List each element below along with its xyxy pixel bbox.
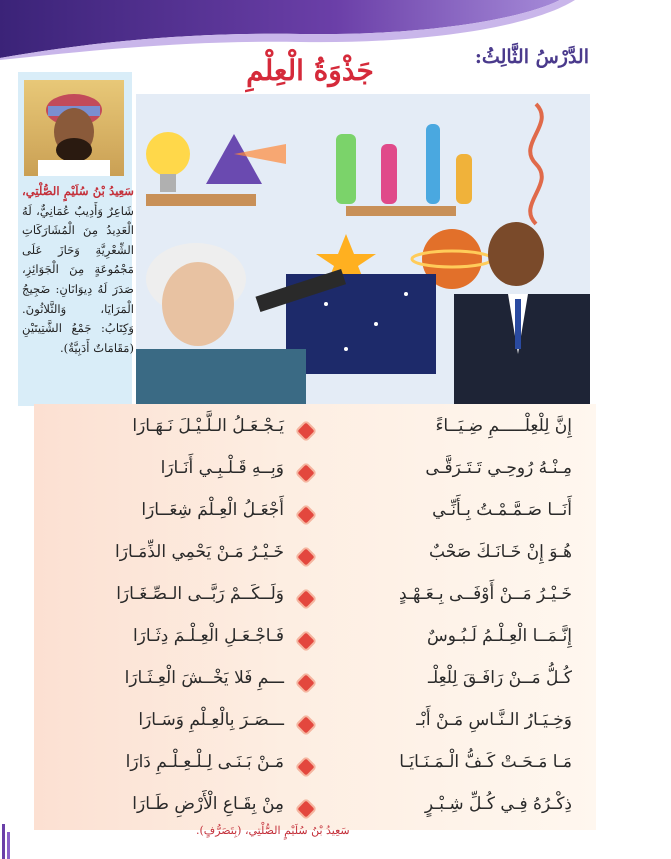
diamond-bullet-icon	[298, 633, 315, 650]
author-bio-text: شَاعِرٌ وَأَدِيبٌ عُمَانِيٌّ، لَهُ الْعَدِيدُ مِنَ الْمُشَارَكَاتِ الشِّعْرِيَّةِ وَحَازَ عَلَى مَجْمُوعَةٍ مِنَ الْجَوَائِزِ، صَدَرَ لَهُ دِيوَانَانِ: ضَجِيجُ الْمَرَايَا، وَالثَّلاثُونَ. وَكِتَابُ: جَمْعُ الشَّتِيتَيْنِ (مَقَامَاتٌ أَدَبِيَّةٌ).	[22, 203, 134, 355]
diamond-bullet-icon	[298, 675, 315, 692]
poem-line	[34, 412, 596, 452]
poem-line	[34, 622, 596, 662]
poem-first-hemistich: إِنَّ لِلْعِلْـــــمِ ضِـيَــاءً	[435, 416, 572, 436]
poem-section	[34, 404, 596, 830]
poem-second-hemistich: خَـيْـرُ مَـنْ يَحْمِي الذِّمَـارَا	[115, 542, 284, 562]
hero-illustration	[136, 94, 590, 406]
poem-second-hemistich: مَـنْ بَـنَـى لِـلْـعِـلْـمِ دَارَا	[125, 752, 284, 772]
page-edge-mark	[0, 814, 14, 859]
diamond-bullet-icon	[298, 591, 315, 608]
page-title: جَذْوَةُ الْعِلْمِ	[246, 54, 374, 87]
diamond-bullet-icon	[298, 549, 315, 566]
author-bio	[22, 182, 134, 358]
poem-first-hemistich: أَنَــا صَـمَّـمْـتُ بِـأَنِّـي	[432, 500, 572, 520]
poem-second-hemistich: وَبِــهِ قَـلْـبِـي أَنَـارَا	[160, 458, 284, 478]
lesson-label: الدَّرْسُ الثَّالِثُ:	[474, 46, 589, 68]
poem-first-hemistich: خَـيْـرُ مَــنْ أَوْفَــى بِـعَـهْـدٍ	[398, 584, 572, 604]
poem-line	[34, 454, 596, 494]
poem-second-hemistich: ـــمِ فَلا يَخْــشَ الْعِـثَـارَا	[124, 668, 284, 688]
poem-line	[34, 538, 596, 578]
poem-first-hemistich: وَخِـيَـارُ الـنَّـاسِ مَـنْ أَبْـ	[416, 710, 572, 730]
poem-line	[34, 748, 596, 788]
poem-second-hemistich: ـــصَـرَ بِالْعِـلْمِ وَسَـارَا	[138, 710, 284, 730]
diamond-bullet-icon	[298, 801, 315, 818]
diamond-bullet-icon	[298, 507, 315, 524]
poem-first-hemistich: كُـلُّ مَــنْ رَافَـقَ لِلْعِلْـ	[427, 668, 572, 688]
diamond-bullet-icon	[298, 717, 315, 734]
diamond-bullet-icon	[298, 759, 315, 776]
poem-line	[34, 580, 596, 620]
poem-second-hemistich: مِنْ بِقَـاعِ الْأَرْضِ طَـارَا	[132, 794, 284, 814]
poem-source: سَعِيدُ بْنُ سُلَيْمٍ الصُّلْتِي، (بِتَصَرُّفٍ).	[196, 824, 350, 837]
diamond-bullet-icon	[298, 465, 315, 482]
poem-first-hemistich: إِنَّـمَــا الْعِـلْـمُ لَـبُـوسٌ	[426, 626, 572, 646]
author-portrait	[24, 80, 124, 176]
poem-second-hemistich: أَجْعَـلُ الْعِـلْمَ شِعَــارَا	[141, 500, 284, 520]
poem-second-hemistich: وَلَــكَــمْ رَبَّــى الـصِّـغَـارَا	[116, 584, 284, 604]
poem-second-hemistich: يَـجْـعَـلُ الـلَّـيْـلَ نَـهَـارَا	[132, 416, 284, 436]
poem-second-hemistich: فَـاجْـعَـلِ الْعِـلْـمَ دِثَـارَا	[132, 626, 284, 646]
author-name: سَعِيدُ بْنُ سُلَيْمٍ الصُّلْتِي،	[22, 184, 134, 198]
poem-line	[34, 706, 596, 746]
diamond-bullet-icon	[298, 423, 315, 440]
poem-line	[34, 664, 596, 704]
poem-first-hemistich: ذِكْـرُهُ فِـي كُـلِّ شِـبْـرٍ	[424, 794, 572, 814]
poem-first-hemistich: مِـنْـهُ رُوحِـي تَـتَـرَقَّـى	[425, 458, 572, 478]
poem-line	[34, 496, 596, 536]
poem-first-hemistich: هُـوَ إِنْ خَـانَـكَ صَحْبٌ	[429, 542, 572, 562]
poem-first-hemistich: مَـا مَـحَـتْ كَـفُّ الْـمَـنَـايَـا	[399, 752, 572, 772]
